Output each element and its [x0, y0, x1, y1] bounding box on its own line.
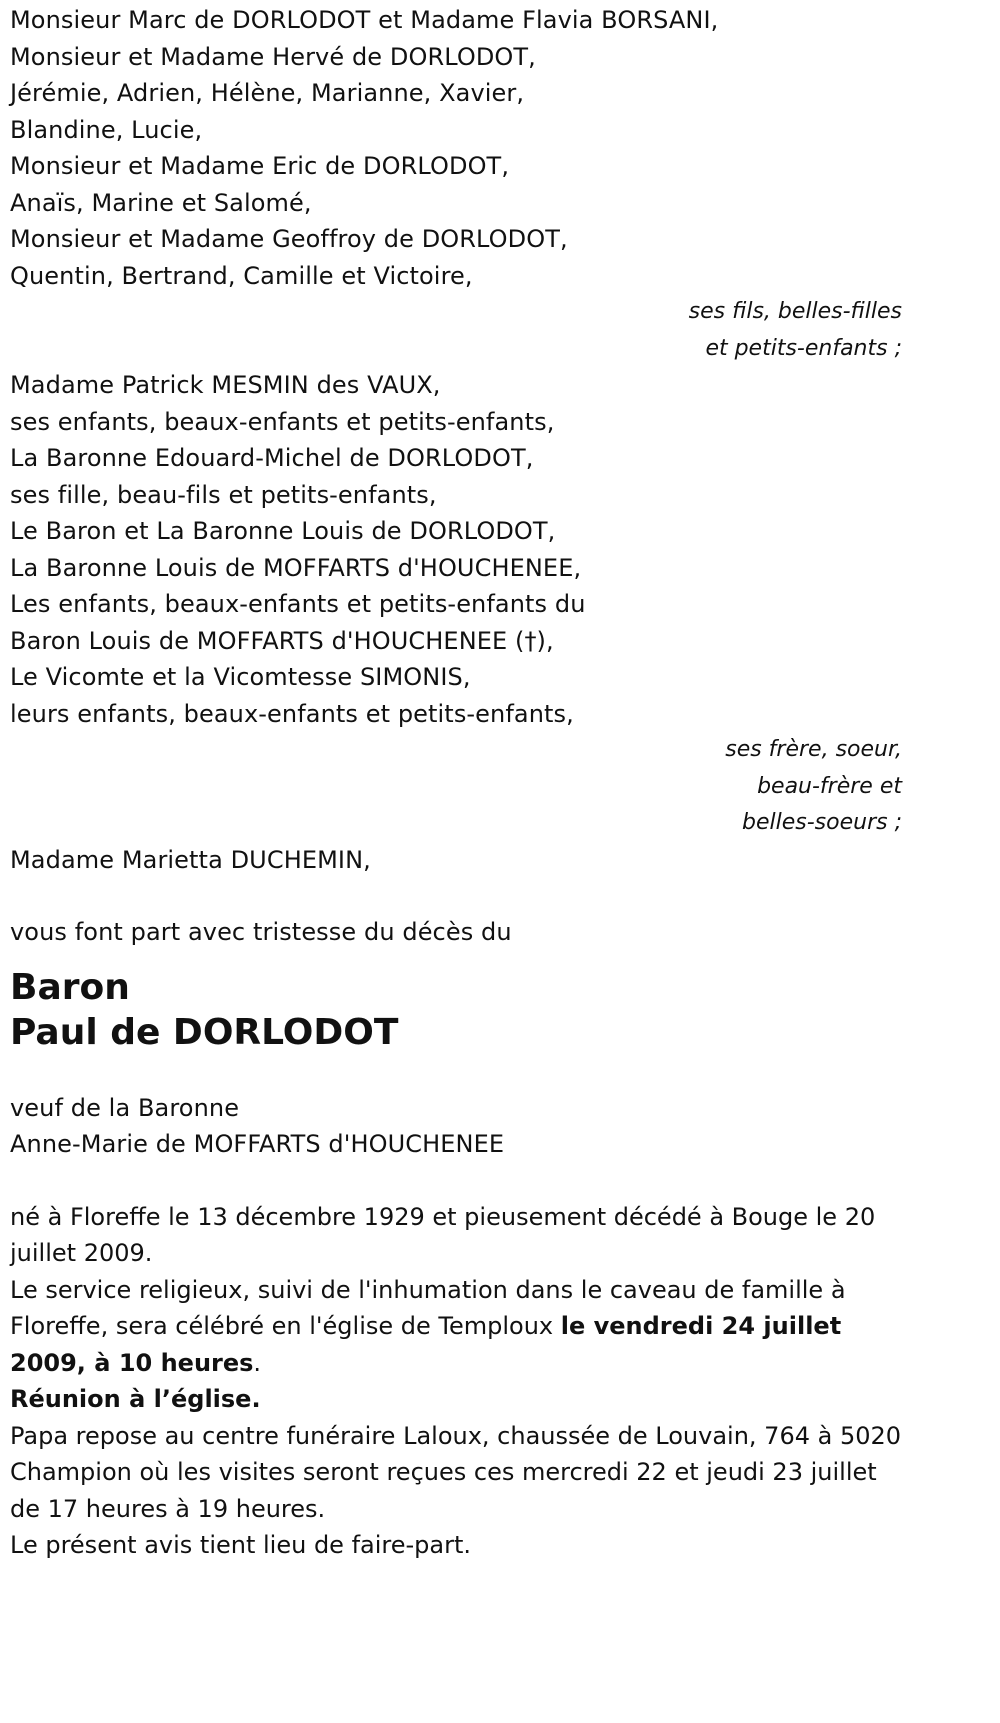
family-line: Le Baron et La Baronne Louis de DORLODOT, [10, 517, 556, 545]
family-line: Anaïs, Marine et Salomé, [10, 188, 312, 217]
family-line: Madame Patrick MESMIN des VAUX, [10, 371, 441, 399]
deceased-name: Paul de DORLODOT [10, 1011, 399, 1053]
closing-text: Le présent avis tient lieu de faire-part. [10, 1531, 472, 1559]
family-line: Le Vicomte et la Vicomtesse SIMONIS, [10, 663, 471, 691]
relation-label: ses fils, belles-filles [688, 299, 902, 324]
family-line: Jérémie, Adrien, Hélène, Marianne, Xavier, [10, 79, 525, 107]
family-line: Baron Louis de MOFFARTS d'HOUCHENEE (†), [10, 626, 554, 655]
family-line: Monsieur et Madame Hervé de DORLODOT, [10, 42, 536, 71]
family-line: Quentin, Bertrand, Camille et Victoire, [10, 261, 473, 290]
family-line: ses enfants, beaux-enfants et petits-enfants, [10, 407, 555, 436]
birth-death-text: né à Floreffe le 13 décembre 1929 et pieusement décédé à Bouge le 20 juillet 2009. [10, 1202, 876, 1267]
details-section [10, 1199, 902, 1564]
service-text: Le service religieux, suivi de l'inhumation dans le caveau de famille à Floreffe, sera célébré en l'église de Temploux [10, 1275, 846, 1340]
service-date: le vendredi 24 juillet 2009, à 10 heures [10, 1312, 842, 1377]
relation-label: belles-soeurs ; [742, 810, 902, 835]
visits-text: Papa repose au centre funéraire Laloux, chaussée de Louvain, 764 à 5020 Champion où les visites seront reçues ces mercredi 22 et jeudi 23 juillet de 17 heures à 19 heures. [10, 1421, 902, 1523]
announcement-text: vous font part avec tristesse du décès du [10, 918, 512, 946]
family-line: Les enfants, beaux-enfants et petits-enfants du [10, 590, 586, 618]
relation-label: et petits-enfants ; [705, 335, 902, 361]
service-suffix: . [253, 1348, 262, 1377]
relation-label: beau-frère et [757, 773, 902, 799]
family-line: ses fille, beau-fils et petits-enfants, [10, 480, 437, 509]
relation-label: ses frère, soeur, [725, 737, 902, 762]
service-paragraph [10, 1272, 902, 1382]
family-line: leurs enfants, beaux-enfants et petits-enfants, [10, 699, 574, 728]
obituary-notice [10, 2, 902, 1564]
family-line: Monsieur et Madame Geoffroy de DORLODOT, [10, 225, 568, 253]
family-line: Blandine, Lucie, [10, 115, 203, 144]
family-group-1 [10, 2, 902, 367]
deceased-title: Baron [10, 966, 130, 1008]
widow-line: veuf de la Baronne [10, 1093, 240, 1122]
family-line: La Baronne Edouard-Michel de DORLODOT, [10, 444, 534, 472]
family-group-2 [10, 367, 902, 842]
widow-line: Anne-Marie de MOFFARTS d'HOUCHENEE [10, 1130, 505, 1158]
other-person: Madame Marietta DUCHEMIN, [10, 845, 371, 874]
spacer [10, 1055, 902, 1090]
spacer [10, 951, 902, 965]
spacer [10, 878, 902, 914]
meeting-text: Réunion à l’église. [10, 1385, 261, 1413]
family-line: Monsieur et Madame Eric de DORLODOT, [10, 152, 510, 180]
spacer [10, 1163, 902, 1199]
family-line: La Baronne Louis de MOFFARTS d'HOUCHENEE, [10, 553, 582, 582]
family-line: Monsieur Marc de DORLODOT et Madame Flavia BORSANI, [10, 6, 719, 34]
